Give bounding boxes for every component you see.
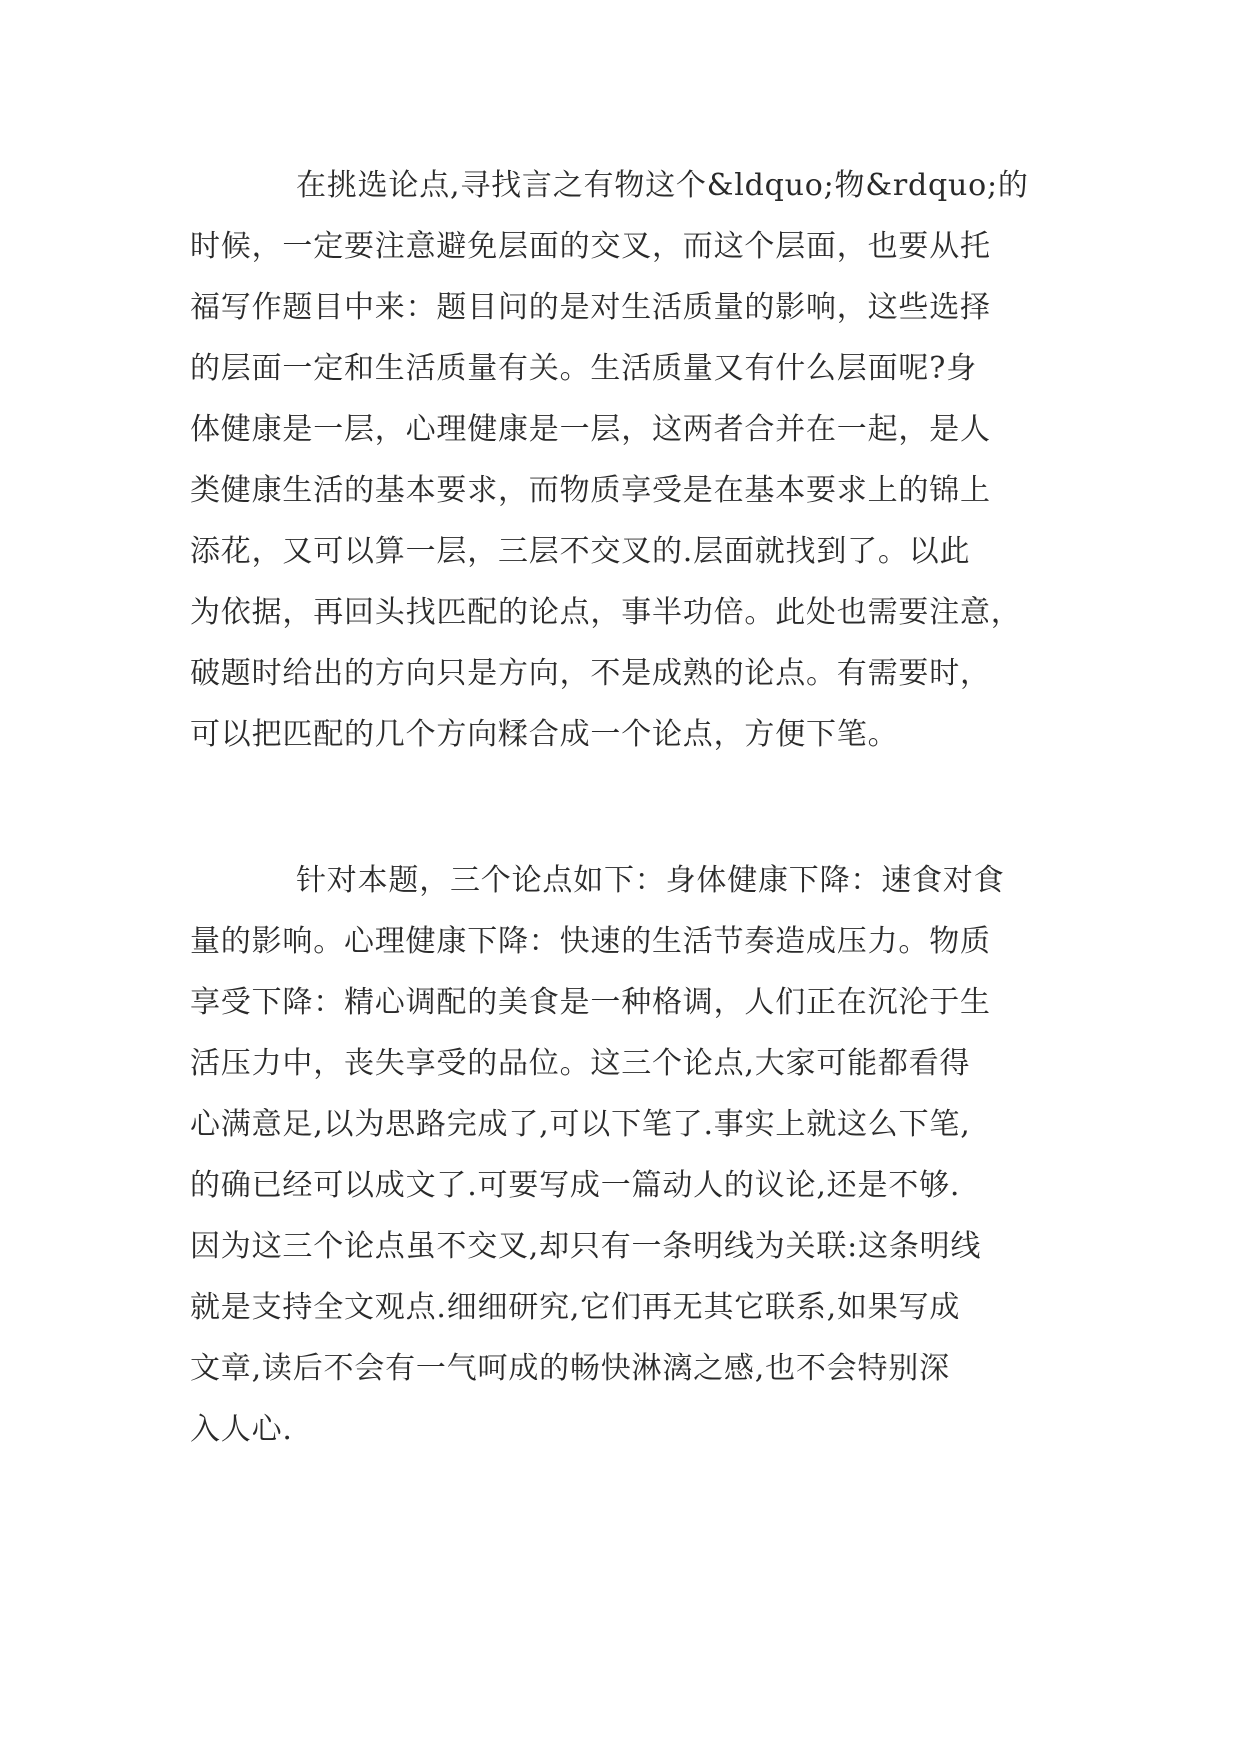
paragraph-line: 心满意足,以为思路完成了,可以下笔了.事实上就这么下笔, [190,1107,971,1142]
paragraph-line: 文章,读后不会有一气呵成的畅快淋漓之感,也不会特别深 [190,1351,950,1386]
paragraph-1 [190,155,1070,765]
paragraph-line: 类健康生活的基本要求，而物质享受是在基本要求上的锦上 [190,473,991,508]
paragraph-2 [190,850,1070,1460]
paragraph-line: 为依据，再回头找匹配的论点，事半功倍。此处也需要注意， [190,595,1022,630]
paragraph-line: 量的影响。心理健康下降：快速的生活节奏造成压力。物质 [190,924,991,959]
paragraph-line: 针对本题，三个论点如下：身体健康下降：速食对食 [296,863,1005,898]
paragraph-line: 破题时给出的方向只是方向，不是成熟的论点。有需要时， [190,656,991,691]
paragraph-line: 入人心. [190,1412,293,1447]
paragraph-line: 享受下降：精心调配的美食是一种格调，人们正在沉沦于生 [190,985,991,1020]
paragraph-line: 在挑选论点,寻找言之有物这个&ldquo;物&rdquo;的 [296,168,1029,203]
paragraph-line: 的层面一定和生活质量有关。生活质量又有什么层面呢?身 [190,351,977,386]
paragraph-line: 时候，一定要注意避免层面的交叉，而这个层面，也要从托 [190,229,991,264]
paragraph-line: 就是支持全文观点.细细研究,它们再无其它联系,如果写成 [190,1290,961,1325]
paragraph-line: 体健康是一层，心理健康是一层，这两者合并在一起，是人 [190,412,991,447]
paragraph-line: 活压力中，丧失享受的品位。这三个论点,大家可能都看得 [190,1046,971,1081]
paragraph-line: 的确已经可以成文了.可要写成一篇动人的议论,还是不够. [190,1168,961,1203]
paragraph-line: 可以把匹配的几个方向糅合成一个论点，方便下笔。 [190,717,899,752]
paragraph-line: 福写作题目中来：题目问的是对生活质量的影响，这些选择 [190,290,991,325]
paragraph-line: 添花，又可以算一层，三层不交叉的.层面就找到了。以此 [190,534,971,569]
paragraph-line: 因为这三个论点虽不交叉,却只有一条明线为关联:这条明线 [190,1229,982,1264]
